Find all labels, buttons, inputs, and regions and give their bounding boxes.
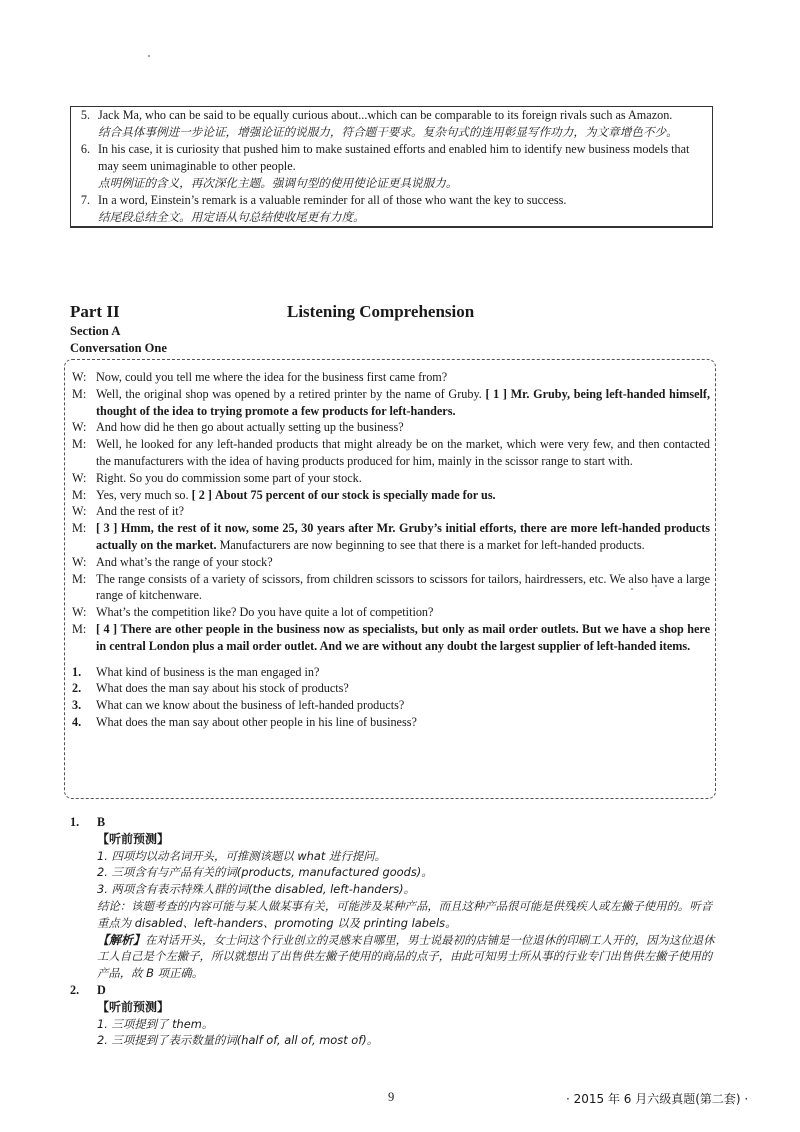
dialogue-text: Yes, very much so. <box>96 487 189 502</box>
speaker: W: <box>72 470 87 485</box>
speaker: W: <box>72 605 87 620</box>
dialogue-text: And what’s the range of your stock? <box>96 554 273 569</box>
answer-letter: B <box>97 815 106 829</box>
answer-explanations <box>70 814 715 1049</box>
answer-marker: [ 2 ] <box>191 487 212 502</box>
question-text: What can we know about the business of left-handed products? <box>96 698 405 713</box>
conversation-transcript <box>64 359 716 799</box>
question-number: 3. <box>72 698 82 713</box>
conclusion: 结论：该题考查的内容可能与某人做某事有关，可能涉及某种产品，而且这种产品很可能是供残疾人或左撇子使用的。听音重点为 disabled、left-handers、promoting 以及 printing labels。 <box>97 898 713 930</box>
predict-point: 3. 两项含有表示特殊人群的词(the disabled, left-handers)。 <box>97 882 415 897</box>
answer-marker: [ 3 ] <box>96 521 118 536</box>
analysis-text: 在对话开头，女士问这个行业创立的灵感来自哪里，男士说最初的店铺是一位退休的印刷工人开的，因为这位退休工人自己是个左撇子，所以就想出了出售供左撇子使用的商品的点子，由此可知男士所从事的行业专门出售供左撇子使用的产品，故 B 项正确。 <box>97 932 715 981</box>
speaker: W: <box>72 370 87 384</box>
dialogue-line <box>72 470 710 487</box>
row-english: In his case, it is curiosity that pushed him to make sustained efforts and enabled him to identify new business models that may seem unimaginable to other people. <box>98 142 690 173</box>
exam-source: · 2015 年 6 月六级真题(第二套) · <box>566 1092 749 1106</box>
row-english: Jack Ma, who can be said to be equally curious about...which can be comparable to its foreign rivals such as Amazon. <box>98 108 673 122</box>
dialogue-text: And how did he then go about actually setting up the business? <box>96 420 404 435</box>
dialogue-text: Well, he looked for any left-handed products that might already be on the market, which were very few, and then contacted the manufacturers with the idea of having products produced for him, mainly in the scissor range to start with. <box>96 437 710 468</box>
table-row <box>71 192 712 226</box>
dialogue-line <box>72 520 710 554</box>
dialogue-line <box>72 419 710 436</box>
dialogue-text: What’s the competition like? Do you have quite a lot of competition? <box>96 605 434 620</box>
predict-point: 2. 三项含有与产品有关的词(products, manufactured goods)。 <box>97 865 433 880</box>
key-sentence: Hmm, the rest of it now, some 25, 30 years after Mr. Gruby’s initial efforts, there are more left-handed products actually on the market. <box>96 521 711 552</box>
predict-point: 1. 四项均以动名词开头，可推测该题以 what 进行提问。 <box>97 848 386 863</box>
predict-point: 2. 三项提到了表示数量的词(half of, all of, most of)。 <box>97 1033 379 1048</box>
speaker: M: <box>72 386 87 401</box>
dialogue-text: Right. So you do commission some part of your stock. <box>96 470 362 485</box>
predict-label: 【听前预测】 <box>97 999 170 1014</box>
predict-point: 1. 三项提到了 them。 <box>97 1016 214 1031</box>
dialogue-line <box>72 436 710 470</box>
key-sentence: About 75 percent of our stock is specially made for us. <box>214 487 496 502</box>
conversation-label: Conversation One <box>70 341 167 355</box>
analysis-label: 【解析】 <box>97 932 146 947</box>
speaker: W: <box>72 504 87 519</box>
part-title: Listening Comprehension <box>287 302 475 321</box>
speaker: M: <box>72 521 87 536</box>
question-text: What does the man say about other people in his line of business? <box>96 714 417 729</box>
key-sentence: Mr. Gruby, being left-handed himself, thought of the idea to trying promote a few products for left-handers. <box>96 386 711 418</box>
row-chinese-note: 结合具体事例进一步论证，增强论证的说服力，符合题干要求。复杂句式的连用彰显写作功力，为文章增色不少。 <box>98 125 678 139</box>
row-chinese-note: 点明例证的含义，再次深化主题。强调句型的使用使论证更具说服力。 <box>98 176 458 190</box>
question-text: What kind of business is the man engaged in? <box>96 664 320 679</box>
speaker: M: <box>72 437 87 452</box>
dialogue-text: And the rest of it? <box>96 504 184 519</box>
question-number: 4. <box>72 714 82 729</box>
speaker: M: <box>72 487 87 502</box>
answer-marker: [ 4 ] <box>96 621 118 636</box>
question-number: 2. <box>72 681 82 696</box>
speaker: W: <box>72 554 87 569</box>
answer-number: 1. <box>70 815 80 829</box>
answer-item <box>70 814 715 982</box>
question-number: 1. <box>72 664 82 679</box>
row-chinese-note: 结尾段总结全文。用定语从句总结使收尾更有力度。 <box>98 210 365 224</box>
answer-marker: [ 1 ] <box>485 386 507 401</box>
question-text: What does the man say about his stock of products? <box>96 681 349 696</box>
dialogue-text: Manufacturers are now beginning to see that there is a market for left-handed products. <box>219 537 645 552</box>
table-row <box>71 107 712 141</box>
answer-item <box>70 982 715 1049</box>
row-number: 6. <box>80 142 90 156</box>
key-sentence: There are other people in the business now as specialists, but only as mail order outlets. But we have a shop here in central London plus a mail order outlet. And we are without any doubt the largest supplier of left-handed items. <box>96 621 710 653</box>
page-number: 9 <box>388 1090 395 1104</box>
dialogue-text: Now, could you tell me where the idea for the business first came from? <box>96 370 448 384</box>
speck <box>148 55 150 57</box>
dialogue-line <box>72 369 710 386</box>
dialogue-line <box>72 503 710 520</box>
dialogue-line <box>72 487 710 504</box>
row-english: In a word, Einstein’s remark is a valuable reminder for all of those who want the key to success. <box>98 193 567 207</box>
speaker: M: <box>72 621 87 636</box>
section-label: Section A <box>70 324 121 338</box>
part-heading <box>70 302 711 324</box>
answer-number: 2. <box>70 982 80 997</box>
dialogue-text: Well, the original shop was opened by a retired printer by the name of Gruby. <box>96 386 482 401</box>
question-item <box>72 697 710 714</box>
row-number: 7. <box>80 193 90 207</box>
table-row <box>71 141 712 192</box>
question-item <box>72 664 710 681</box>
dialogue-text: The range consists of a variety of scissors, from children scissors to scissors for tailors, hairdressers, etc. We also have a large range of kitchenware. <box>96 571 710 603</box>
part-label: Part II <box>70 302 120 321</box>
row-number: 5. <box>80 108 90 122</box>
dialogue-line <box>72 554 710 571</box>
question-item <box>72 680 710 697</box>
answer-letter: D <box>97 982 106 997</box>
speaker: M: <box>72 571 87 586</box>
dialogue-line <box>72 386 710 420</box>
dialogue-line <box>72 604 710 621</box>
question-item <box>72 714 710 731</box>
writing-analysis-table <box>70 106 713 228</box>
speaker: W: <box>72 420 87 435</box>
dialogue-line <box>72 571 710 605</box>
predict-label: 【听前预测】 <box>97 831 170 846</box>
dialogue-line <box>72 621 710 655</box>
